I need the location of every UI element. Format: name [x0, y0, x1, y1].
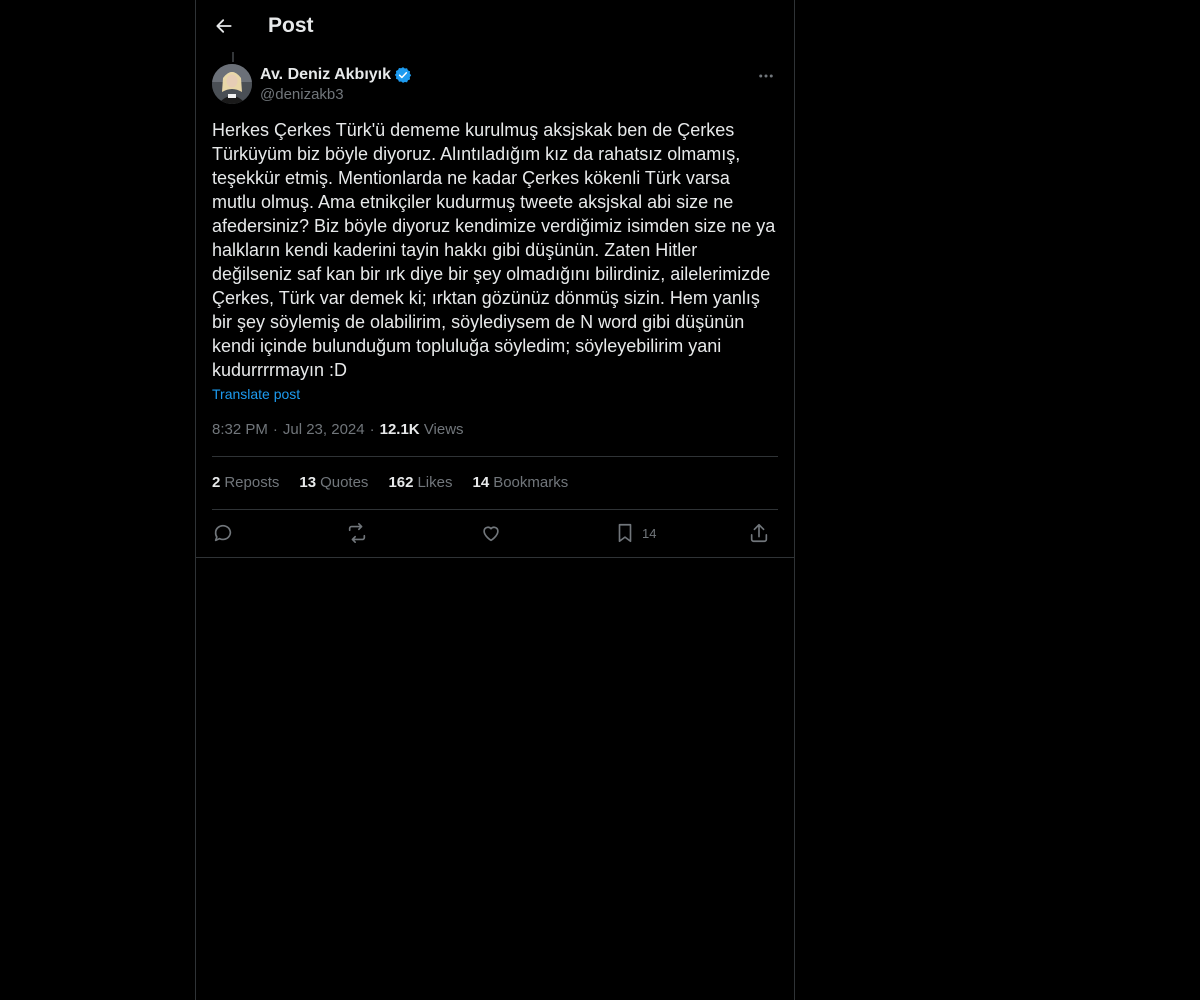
verified-badge-icon	[394, 66, 412, 84]
heart-icon	[480, 522, 502, 544]
more-dots-icon	[757, 67, 775, 85]
thread-connector-line	[232, 52, 234, 62]
quotes-stat[interactable]	[299, 474, 368, 491]
likes-count: 162	[388, 474, 414, 491]
repost-icon	[346, 522, 368, 544]
author-handle[interactable]: @denizakb3	[260, 86, 344, 103]
quotes-count: 13	[299, 474, 317, 491]
meta-separator: ·	[272, 421, 278, 438]
bookmark-button[interactable]	[614, 519, 656, 547]
views-count-wrap[interactable]	[380, 421, 464, 438]
author-row	[212, 64, 778, 106]
views-count: 12.1K	[379, 421, 420, 438]
avatar-image	[212, 64, 252, 104]
reply-bubble-icon	[212, 522, 234, 544]
bookmarks-label: Bookmarks	[493, 474, 569, 491]
arrow-left-icon	[214, 16, 234, 36]
post-text: Herkes Çerkes Türk'ü dememe kurulmuş aksjskak ben de Çerkes Türküyüm biz böyle diyoruz. Alıntıladığım kız da rahatsız olmamış, teşekkür etmiş. Mentionlarda ne kadar Çerkes kökenli Türk varsa mutlu olmuş. Ama etnikçiler kudurmuş tweete aksjskal abi size ne afedersiniz? Biz böyle diyoruz kendimize verdiğimiz isimden size ne ya halkların kendi kaderini tayin hakkı gibi düşünün. Zaten Hitler değilseniz saf kan bir ırk diye bir şey olmadığını bilirdiniz, ailelerimizde Çerkes, Türk var demek ki; ırktan gözünüz dönmüş sizin. Hem yanlış bir şey söylemiş de olabilirim, söylediysem de N word gibi düşünün kendi içinde bulunduğum topluluğa söyledim; söyleyebilirim yani kudurrrrmayın :D	[212, 120, 776, 380]
avatar[interactable]	[212, 64, 252, 104]
likes-label: Likes	[417, 474, 453, 491]
back-button[interactable]	[212, 14, 236, 38]
bookmark-icon	[614, 522, 636, 544]
share-button[interactable]	[748, 519, 770, 547]
display-name-wrap[interactable]	[260, 64, 412, 86]
post-detail-column	[195, 0, 795, 1000]
more-options-button[interactable]	[754, 64, 778, 88]
post-date[interactable]: Jul 23, 2024	[282, 421, 365, 438]
post-bottom-border	[196, 557, 794, 558]
likes-stat[interactable]	[388, 474, 452, 491]
post-actions	[212, 519, 778, 547]
bookmarks-stat[interactable]	[473, 474, 569, 491]
reposts-stat[interactable]	[212, 474, 279, 491]
meta-separator: ·	[369, 421, 375, 438]
translate-post-link[interactable]: Translate post	[212, 386, 301, 402]
reply-button[interactable]	[212, 519, 234, 547]
author-display-name[interactable]: Av. Deniz Akbıyık	[260, 66, 391, 83]
post-header	[196, 0, 794, 54]
views-label: Views	[423, 421, 464, 438]
repost-button[interactable]	[346, 519, 368, 547]
post-meta	[212, 421, 464, 438]
divider	[212, 456, 778, 457]
page-title: Post	[268, 14, 314, 37]
engagement-stats	[212, 474, 568, 491]
share-upload-icon	[748, 522, 770, 544]
bookmarks-count: 14	[472, 474, 490, 491]
quotes-label: Quotes	[320, 474, 369, 491]
like-button[interactable]	[480, 519, 502, 547]
divider	[212, 509, 778, 510]
bookmark-count: 14	[642, 525, 657, 541]
author-name-block	[260, 64, 412, 103]
reposts-label: Reposts	[224, 474, 280, 491]
post-time[interactable]: 8:32 PM	[212, 421, 268, 438]
reposts-count: 2	[212, 474, 221, 491]
